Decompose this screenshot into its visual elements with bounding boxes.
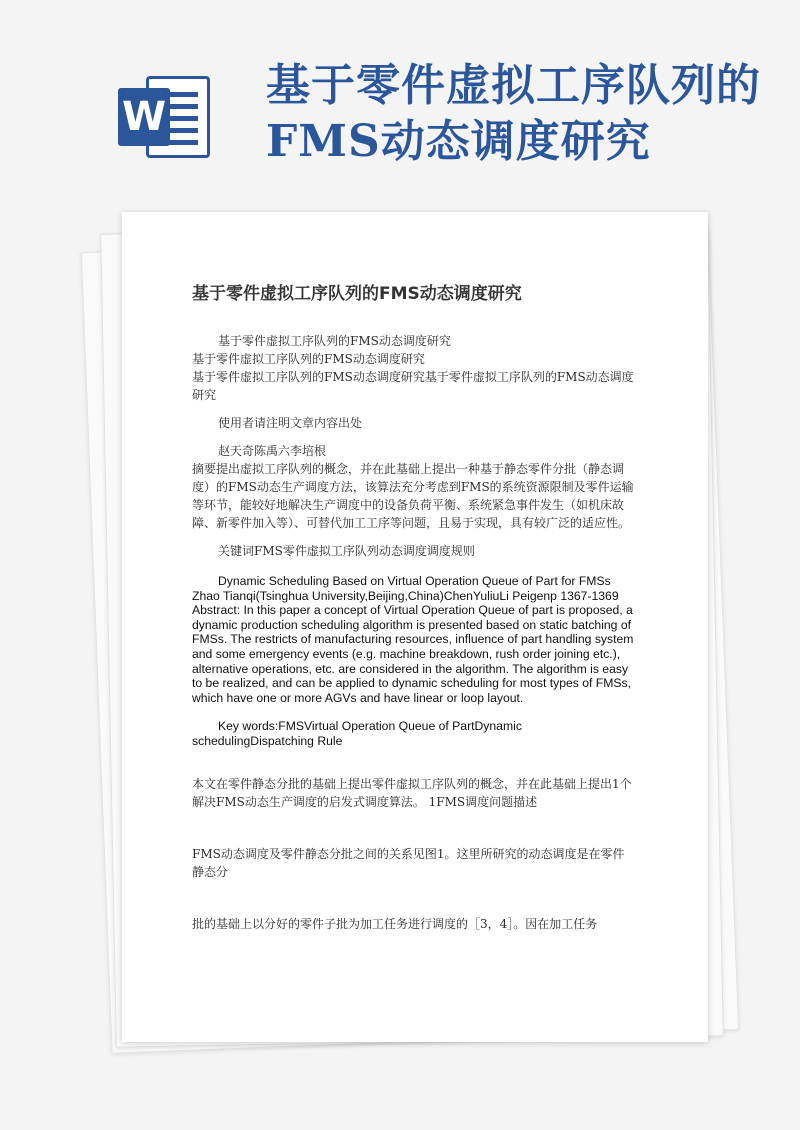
document-page	[122, 212, 708, 1042]
document-line: 基于零件虚拟工序队列的FMS动态调度研究基于零件虚拟工序队列的FMS动态调度研究	[192, 370, 634, 402]
document-content	[192, 282, 634, 933]
english-abstract: Dynamic Scheduling Based on Virtual Operation Queue of Part for FMSs Zhao Tianqi(Tsinghua University,Beijing,China)ChenYuliuLi Peigenp 1367-1369 Abstract: In this paper a concept of Virtual Operation Queue of part is proposed, a dynamic production scheduling algorithm is presented based on static batching of FMSs. The restricts of manufacturing resources, influence of part handling system and some emergency events (e.g. machine breakdown, rush order joining etc.), alternative operations, etc. are considered in the algorithm. The algorithm is easy to be realized, and can be applied to dynamic scheduling for most types of FMSs, which have one or more AGVs and have linear or loop layout.	[192, 574, 634, 705]
word-icon	[118, 72, 214, 162]
body-paragraph: 本文在零件静态分批的基础上提出零件虚拟工序队列的概念，并在此基础上提出1个解决FMS动态生产调度的启发式调度算法。 1FMS调度问题描述	[192, 776, 632, 809]
body-paragraph: FMS动态调度及零件静态分批之间的关系见图1。这里所研究的动态调度是在零件静态分	[192, 846, 625, 879]
document-line: 基于零件虚拟工序队列的FMS动态调度研究	[192, 352, 425, 366]
body-paragraph: 批的基础上以分好的零件子批为加工任务进行调度的［3，4］。因在加工任务	[192, 916, 598, 931]
english-keywords: Key words:FMSVirtual Operation Queue of PartDynamic schedulingDispatching Rule	[192, 719, 522, 748]
word-icon-letter: W	[118, 88, 170, 146]
abstract: 摘要提出虚拟工序队列的概念，并在此基础上提出一种基于静态零件分批（静态调度）的FMS动态生产调度方法，该算法充分考虑到FMS的系统资源限制及零件运输等环节，能较好地解决生产调度中的设备负荷平衡、系统紧急事件发生（如机床故障、新零件加入等）、可替代加工工序等问题，且易于实现，具有较广泛的适应性。	[192, 462, 634, 530]
usage-notice: 使用者请注明文章内容出处	[218, 416, 363, 430]
authors: 赵天奇陈禹六李培根	[218, 444, 327, 458]
document-line: 基于零件虚拟工序队列的FMS动态调度研究	[218, 334, 451, 348]
header	[0, 0, 800, 200]
keywords: 关键词FMS零件虚拟工序队列动态调度调度规则	[218, 544, 475, 558]
document-title: 基于零件虚拟工序队列的FMS动态调度研究	[192, 284, 522, 304]
banner-title: 基于零件虚拟工序队列的FMS动态调度研究	[266, 60, 761, 167]
